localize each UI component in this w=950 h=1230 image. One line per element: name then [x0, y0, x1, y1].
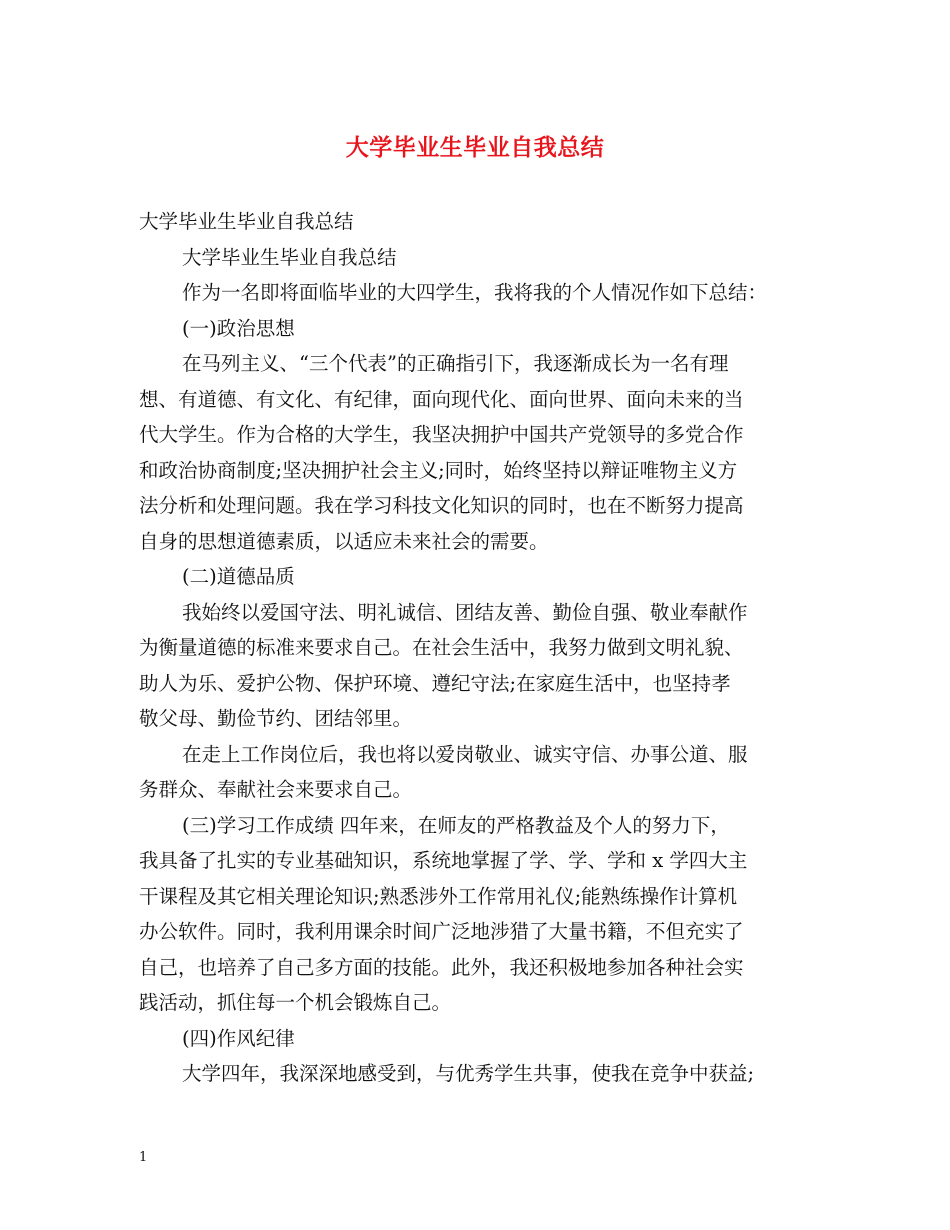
paragraph-line: 敬父母、勤俭节约、团结邻里。 — [139, 707, 413, 730]
paragraph-line: 助人为乐、爱护公物、保护环境、遵纪守法;在家庭生活中，也坚持孝 — [139, 671, 731, 695]
paragraph-line: 干课程及其它相关理论知识;熟悉涉外工作常用礼仪;能熟练操作计算机 — [139, 884, 738, 908]
document-body — [139, 204, 829, 1092]
paragraph-line: 法分析和处理问题。我在学习科技文化知识的同时，也在不断努力提高 — [139, 494, 744, 517]
paragraph-line: 践活动，抓住每一个机会锻炼自己。 — [139, 991, 452, 1014]
paragraph-line: 作为一名即将面临毕业的大四学生，我将我的个人情况作如下总结： — [182, 281, 768, 304]
paragraph-line: 大学毕业生毕业自我总结 — [182, 245, 397, 269]
paragraph-line: (一)政治思想 — [182, 316, 295, 340]
paragraph-line: 办公软件。同时，我利用课余时间广泛地涉猎了大量书籍，不但充实了 — [139, 920, 744, 943]
paragraph-line: 大学毕业生毕业自我总结 — [139, 210, 354, 233]
paragraph-line: (三)学习工作成绩 四年来，在师友的严格教益及个人的努力下， — [182, 813, 730, 837]
paragraph-line: 想、有道德、有文化、有纪律，面向现代化、面向世界、面向未来的当 — [139, 387, 744, 411]
document-title: 大学毕业生毕业自我总结 — [345, 135, 605, 161]
paragraph-line: 务群众、奉献社会来要求自己。 — [139, 778, 413, 801]
paragraph-line: (四)作风纪律 — [182, 1026, 295, 1050]
paragraph-line: 大学四年，我深深地感受到，与优秀学生共事，使我在竞争中获益; — [182, 1062, 755, 1085]
paragraph-line: 和政治协商制度;坚决拥护社会主义;同时，始终坚持以辩证唯物主义方 — [139, 458, 738, 482]
paragraph-line: 代大学生。作为合格的大学生，我坚决拥护中国共产党领导的多党合作 — [139, 423, 744, 446]
paragraph-line: 我具备了扎实的专业基础知识，系统地掌握了学、学、学和 x 学四大主 — [139, 849, 748, 872]
paragraph-line: 在马列主义、“三个代表”的正确指引下，我逐渐成长为一名有理 — [182, 352, 729, 375]
paragraph-line: 我始终以爱国守法、明礼诚信、团结友善、勤俭自强、敬业奉献作 — [182, 600, 748, 624]
page-number: 1 — [139, 1150, 148, 1165]
paragraph-line: 自己，也培养了自己多方面的技能。此外，我还积极地参加各种社会实 — [139, 955, 744, 979]
paragraph-line: (二)道德品质 — [182, 565, 295, 588]
paragraph-line: 为衡量道德的标准来要求自己。在社会生活中，我努力做到文明礼貌、 — [139, 636, 744, 659]
paragraph-line: 在走上工作岗位后，我也将以爱岗敬业、诚实守信、办事公道、服 — [182, 742, 748, 766]
paragraph-line: 自身的思想道德素质，以适应未来社会的需要。 — [139, 529, 549, 553]
